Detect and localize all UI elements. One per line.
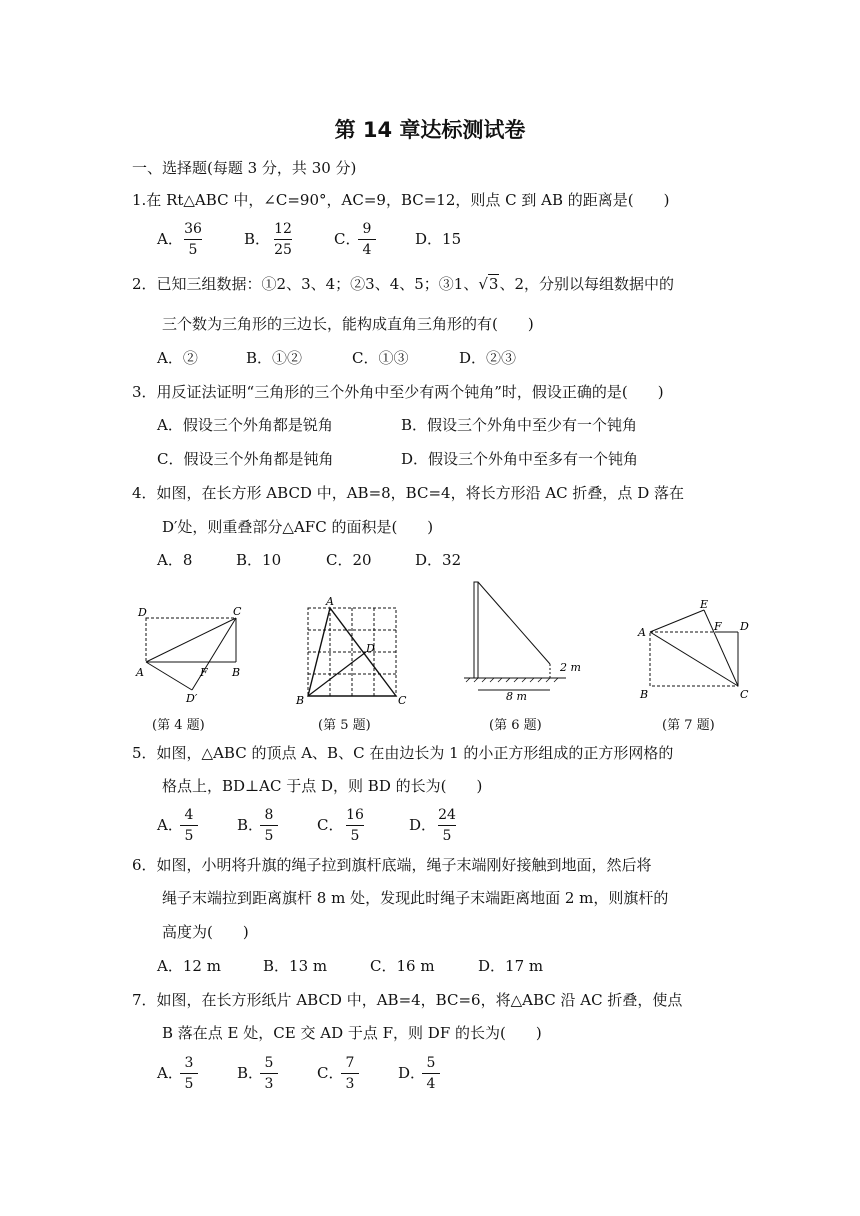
caption-fig4: (第 4 题) — [152, 718, 205, 733]
q4-stem-line2: D′处，则重叠部分△AFC 的面积是( ) — [162, 518, 434, 536]
q5-stem-line2: 格点上，BD⊥AC 于点 D，则 BD 的长为( ) — [162, 777, 483, 795]
q4-option-b: B．10 — [236, 551, 282, 569]
q6-option-b: B．13 m — [263, 957, 328, 975]
fig5-label-b: B — [296, 694, 305, 707]
fig4-label-d: D — [138, 606, 147, 619]
fig7-label-d: D — [740, 620, 749, 633]
q4-stem-line1: 4．如图，在长方形 ABCD 中，AB=8，BC=4，将长方形沿 AC 折叠，点 D 落在 — [132, 484, 684, 502]
q7-label-b: B． — [237, 1064, 264, 1082]
q7-stem-line1: 7．如图，在长方形纸片 ABCD 中，AB=4，BC=6，将△ABC 沿 AC 折叠，使点 — [132, 991, 683, 1009]
q5-stem-line1: 5．如图，△ABC 的顶点 A、B、C 在由边长为 1 的小正方形组成的正方形网格的 — [132, 744, 674, 762]
q1-frac-b: 12 25 — [274, 221, 292, 258]
q3-option-a: A．假设三个外角都是锐角 — [157, 416, 333, 434]
q1-label-a: A． — [157, 230, 183, 248]
caption-fig7: (第 7 题) — [662, 718, 715, 733]
q1-frac-a: 36 5 — [184, 221, 202, 258]
q7-frac-b: 5 3 — [254, 1054, 284, 1093]
q7-frac-d: 5 4 — [416, 1054, 446, 1093]
page-title: 第 14 章达标测试卷 — [334, 118, 526, 142]
q5-frac-d: 24 5 — [438, 807, 456, 844]
q2-option-a: A．② — [157, 349, 198, 367]
q1-stem: 1.在 Rt△ABC 中，∠C=90°，AC=9，BC=12，则点 C 到 AB 的距离是( ) — [132, 191, 670, 209]
q3-option-c: C．假设三个外角都是钝角 — [157, 450, 334, 468]
q6-option-c: C．16 m — [370, 957, 435, 975]
q7-label-d: D． — [398, 1064, 426, 1082]
fig7-label-a: A — [638, 626, 646, 639]
q5-frac-a: 4 5 — [174, 806, 204, 845]
fig7-label-c: C — [740, 688, 749, 701]
fig4-label-f: F — [200, 666, 208, 679]
q5-label-b: B． — [237, 816, 264, 834]
figure-6 — [464, 582, 581, 703]
figures — [130, 578, 750, 708]
q7-stem-line2: B 落在点 E 处，CE 交 AD 于点 F，则 DF 的长为( ) — [162, 1024, 542, 1042]
fig4-label-dprime: D′ — [186, 692, 198, 705]
q5-frac-b: 8 5 — [254, 806, 284, 845]
figure-7 — [637, 598, 749, 701]
q4-option-d: D．32 — [415, 551, 462, 569]
q2-option-c: C．①③ — [352, 349, 409, 367]
q2-stem-line2: 三个数为三角形的三边长，能构成直角三角形的有( ) — [162, 315, 534, 333]
q1-frac-c: 9 4 — [352, 220, 382, 259]
q7-frac-c: 7 3 — [335, 1054, 365, 1093]
fig4-label-c: C — [233, 605, 242, 618]
q7-label-c: C． — [317, 1064, 344, 1082]
fig4-label-b: B — [232, 666, 241, 679]
section-heading: 一、选择题(每题 3 分，共 30 分) — [132, 159, 357, 177]
fig6-label-8m: 8 m — [506, 690, 527, 703]
q3-option-d: D．假设三个外角中至多有一个钝角 — [401, 450, 639, 468]
fig4-label-a: A — [136, 666, 144, 679]
q7-label-a: A． — [157, 1064, 183, 1082]
fig5-label-d: D — [366, 642, 375, 655]
q2-stem-line1: 2．已知三组数据：①2、3、4；②3、4、5；③1、√3、2，分别以每组数据中的 — [132, 275, 675, 293]
fig7-label-b: B — [640, 688, 649, 701]
fig7-label-f: F — [714, 620, 722, 633]
q1-label-b: B． — [244, 230, 271, 248]
q2-option-d: D．②③ — [459, 349, 517, 367]
fig5-label-a: A — [326, 595, 334, 608]
fig6-label-2m: 2 m — [560, 661, 581, 674]
q4-option-c: C．20 — [326, 551, 372, 569]
q6-stem-line3: 高度为( ) — [162, 923, 249, 941]
q7-frac-a: 3 5 — [174, 1054, 204, 1093]
q3-stem: 3．用反证法证明“三角形的三个外角中至少有两个钝角”时，假设正确的是( ) — [132, 383, 664, 401]
fig7-label-e: E — [700, 598, 709, 611]
q1-label-c: C． — [334, 230, 361, 248]
q5-label-d: D． — [409, 816, 437, 834]
q6-stem-line2: 绳子末端拉到距离旗杆 8 m 处，发现此时绳子末端距离地面 2 m，则旗杆的 — [162, 889, 669, 907]
q1-option-d: D．15 — [415, 230, 462, 248]
q6-option-a: A．12 m — [157, 957, 221, 975]
caption-fig6: (第 6 题) — [489, 718, 542, 733]
q6-stem-line1: 6．如图，小明将升旗的绳子拉到旗杆底端，绳子末端刚好接触到地面，然后将 — [132, 856, 652, 874]
figure-4 — [135, 605, 242, 705]
q6-option-d: D．17 m — [478, 957, 544, 975]
q5-frac-c: 16 5 — [346, 807, 364, 844]
q2-option-b: B．①② — [246, 349, 303, 367]
q5-label-c: C． — [317, 816, 344, 834]
q4-option-a: A．8 — [157, 551, 193, 569]
q3-option-b: B．假设三个外角中至少有一个钝角 — [401, 416, 638, 434]
q5-label-a: A． — [157, 816, 183, 834]
figure-5 — [295, 595, 407, 707]
caption-fig5: (第 5 题) — [318, 718, 371, 733]
fig5-label-c: C — [398, 694, 407, 707]
